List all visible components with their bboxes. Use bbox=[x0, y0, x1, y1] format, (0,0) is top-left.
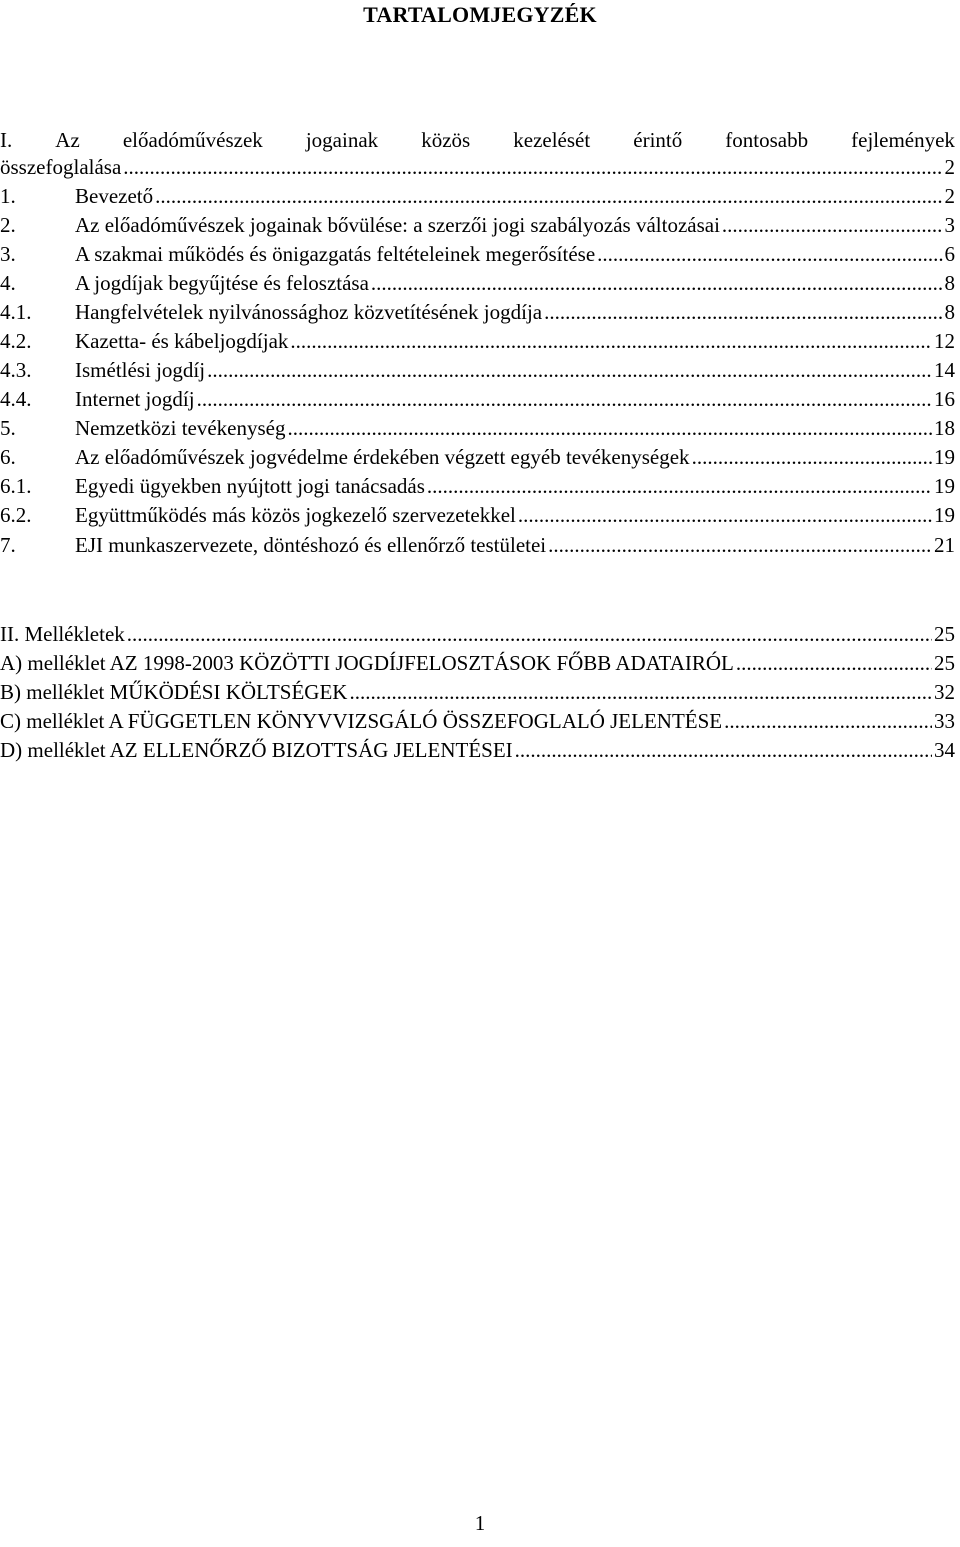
heading-word: kezelését bbox=[513, 128, 591, 152]
toc-page-number: 19 bbox=[934, 445, 955, 469]
toc-entry[interactable] bbox=[0, 473, 955, 499]
toc-page-number: 18 bbox=[934, 416, 955, 440]
toc-entry-number: 1. bbox=[0, 184, 16, 208]
toc-entry-text: Együttműködés más közös jogkezelő szervezetekkel bbox=[75, 503, 516, 527]
toc-entry-text: II. Mellékletek bbox=[0, 622, 125, 646]
toc-leader-dots bbox=[197, 386, 932, 412]
toc-page-number: 25 bbox=[934, 622, 955, 646]
toc-page-number: 2 bbox=[944, 184, 955, 208]
toc-entry-text: Hangfelvételek nyilvánossághoz közvetítésének jogdíja bbox=[75, 300, 543, 324]
toc-leader-dots bbox=[515, 737, 932, 763]
toc-leader-dots bbox=[518, 502, 932, 528]
toc-entry-number: 4.1. bbox=[0, 300, 32, 324]
toc-leader-dots bbox=[427, 473, 932, 499]
toc-entry-text: Nemzetközi tevékenység bbox=[75, 416, 286, 440]
toc-entry-text: A szakmai működés és önigazgatás feltételeinek megerősítése bbox=[75, 242, 596, 266]
toc-appendix-entry[interactable] bbox=[0, 679, 955, 705]
toc-page-number: 21 bbox=[934, 533, 955, 557]
toc-page-number: 33 bbox=[934, 709, 955, 733]
toc-leader-dots bbox=[155, 183, 942, 209]
toc-leader-dots bbox=[544, 299, 942, 325]
toc-entry-text: A jogdíjak begyűjtése és felosztása bbox=[75, 271, 369, 295]
toc-entry[interactable] bbox=[0, 299, 955, 325]
toc-entry-number: 4.3. bbox=[0, 358, 32, 382]
toc-entry[interactable] bbox=[0, 386, 955, 412]
page-title: TARTALOMJEGYZÉK bbox=[363, 2, 597, 27]
toc-entry-number: 2. bbox=[0, 213, 16, 237]
toc-entry[interactable] bbox=[0, 241, 955, 267]
toc-entry-text: Internet jogdíj bbox=[75, 387, 195, 411]
heading-word: fejlemények bbox=[851, 128, 955, 152]
toc-page-number: 14 bbox=[934, 358, 955, 382]
heading-word: érintő bbox=[633, 128, 683, 152]
toc-leader-dots bbox=[597, 241, 942, 267]
toc-leader-dots bbox=[290, 328, 932, 354]
toc-leader-dots bbox=[548, 532, 932, 558]
toc-entry-number: 4.2. bbox=[0, 329, 32, 353]
toc-page-number: 16 bbox=[934, 387, 955, 411]
toc-entry-number: 5. bbox=[0, 416, 16, 440]
toc-leader-dots bbox=[722, 212, 943, 238]
toc-leader-dots bbox=[736, 650, 932, 676]
page-number-footer: 1 bbox=[474, 1511, 486, 1535]
toc-page-number: 8 bbox=[944, 300, 955, 324]
toc-page-number: 3 bbox=[944, 213, 955, 237]
toc-entry-text: B) melléklet MŰKÖDÉSI KÖLTSÉGEK bbox=[0, 680, 348, 704]
toc-entry[interactable] bbox=[0, 357, 955, 383]
toc-entry[interactable] bbox=[0, 415, 955, 441]
toc-section-1-heading-line1 bbox=[0, 127, 955, 153]
toc-page-number: 34 bbox=[934, 738, 955, 762]
toc-entry-text: Bevezető bbox=[75, 184, 154, 208]
toc-entry-text: összefoglalása bbox=[0, 155, 122, 179]
toc-page-number: 32 bbox=[934, 680, 955, 704]
heading-word: előadóművészek bbox=[122, 128, 263, 152]
toc-leader-dots bbox=[127, 621, 932, 647]
heading-word: jogainak bbox=[305, 128, 379, 152]
toc-page-number: 6 bbox=[944, 242, 955, 266]
toc-entry-text: A) melléklet AZ 1998-2003 KÖZÖTTI JOGDÍJFELOSZTÁSOK FŐBB ADATAIRÓL bbox=[0, 651, 734, 675]
toc-entry[interactable] bbox=[0, 328, 955, 354]
toc-appendix-entry[interactable] bbox=[0, 650, 955, 676]
toc-page-number: 25 bbox=[934, 651, 955, 675]
toc-entry-text: Egyedi ügyekben nyújtott jogi tanácsadás bbox=[75, 474, 425, 498]
toc-entry-number: 4.4. bbox=[0, 387, 32, 411]
toc-leader-dots bbox=[692, 444, 932, 470]
toc-entry-number: 6.1. bbox=[0, 474, 32, 498]
toc-page-number: 19 bbox=[934, 474, 955, 498]
toc-entry-number: 6.2. bbox=[0, 503, 32, 527]
toc-entry[interactable] bbox=[0, 270, 955, 296]
heading-word: Az bbox=[55, 128, 80, 152]
toc-entry[interactable] bbox=[0, 532, 955, 558]
toc-entry-number: 7. bbox=[0, 533, 16, 557]
toc-leader-dots bbox=[349, 679, 932, 705]
toc-entry-text: Kazetta- és kábeljogdíjak bbox=[75, 329, 289, 353]
toc-entry-text: EJI munkaszervezete, döntéshozó és ellenőrző testületei bbox=[75, 533, 547, 557]
toc-entry[interactable] bbox=[0, 183, 955, 209]
toc-page-number: 8 bbox=[944, 271, 955, 295]
toc-leader-dots bbox=[724, 708, 932, 734]
toc-section-1-heading[interactable] bbox=[0, 127, 955, 179]
heading-word: közös bbox=[421, 128, 471, 152]
toc-entry-text: C) melléklet A FÜGGETLEN KÖNYVVIZSGÁLÓ ÖSSZEFOGLALÓ JELENTÉSE bbox=[0, 709, 723, 733]
toc-entry[interactable] bbox=[0, 444, 955, 470]
heading-word: I. bbox=[0, 128, 13, 152]
toc-appendix-entry[interactable] bbox=[0, 708, 955, 734]
toc-leader-dots bbox=[371, 270, 943, 296]
toc-leader-dots bbox=[123, 154, 942, 180]
toc-section-1-heading-line2 bbox=[0, 154, 955, 180]
toc-entry-text: Ismétlési jogdíj bbox=[75, 358, 206, 382]
toc-appendix-entry[interactable] bbox=[0, 737, 955, 763]
toc-entry-number: 4. bbox=[0, 271, 16, 295]
toc-entry[interactable] bbox=[0, 212, 955, 238]
toc-entry-number: 6. bbox=[0, 445, 16, 469]
toc-entry[interactable] bbox=[0, 502, 955, 528]
toc-entry-number: 3. bbox=[0, 242, 16, 266]
toc-entry-text: Az előadóművészek jogvédelme érdekében végzett egyéb tevékenységek bbox=[75, 445, 690, 469]
toc-page-number: 12 bbox=[934, 329, 955, 353]
toc-section-2-heading[interactable] bbox=[0, 621, 955, 647]
toc-leader-dots bbox=[207, 357, 932, 383]
toc-page-number: 19 bbox=[934, 503, 955, 527]
heading-word: fontosabb bbox=[725, 128, 809, 152]
toc-page-number: 2 bbox=[944, 155, 955, 179]
toc-entry-text: D) melléklet AZ ELLENŐRZŐ BIZOTTSÁG JELENTÉSEI bbox=[0, 738, 513, 762]
toc-entry-text: Az előadóművészek jogainak bővülése: a szerzői jogi szabályozás változásai bbox=[75, 213, 720, 237]
toc-leader-dots bbox=[288, 415, 933, 441]
